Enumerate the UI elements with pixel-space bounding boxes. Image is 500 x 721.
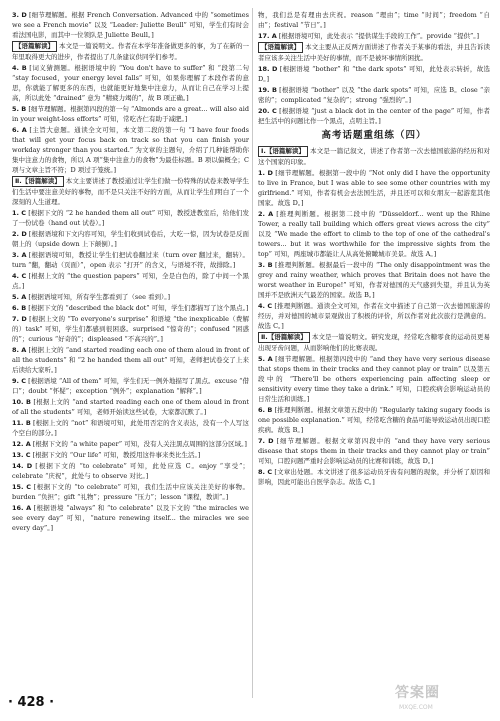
answer-text: [细节理解题。根据 French Conversation. Advanced 中的 “sometimes we see a French movie” 以及 “Leader: Juliette Beull” 可知，学生们有时会看法国电影，而其中一位领队是 Juliette Beull。] [12, 11, 249, 39]
answer-number: 13. C [12, 451, 31, 459]
answer-text: [主旨大意题。通读全文可知，本文第二段的第一句 “I have four foods that will get your focus back on track so that you can finish your workday stronger than you started.” 为文章的主题句，介绍了几种能帮助你集中注意力的食物，所以 A 项“集中注意力的食物”为最佳标题。B 项以偏概全；C 项与文章主旨不符；D 项过于笼统。] [12, 126, 249, 174]
passage-summary [258, 146, 490, 167]
answer-number: 10. B [12, 398, 31, 406]
answer-item [12, 418, 249, 438]
answer-item [12, 271, 249, 291]
answer-number: 4. C [12, 272, 27, 280]
answer-item [12, 461, 249, 481]
answer-text: [根据语境 “just a black dot in the center of the page” 可知，作者把生活中的问题比作一个黑点，点明主旨。] [258, 107, 490, 125]
answer-item [12, 397, 249, 417]
section-tag: Ⅰ.【语篇解读】 [258, 146, 308, 157]
section-tag: Ⅱ.【语篇解读】 [258, 332, 310, 343]
page-number: · 428 · [8, 695, 55, 710]
answer-item [12, 63, 249, 103]
passage-summary [258, 332, 490, 353]
answer-item [12, 482, 249, 502]
right-column-bottom [258, 146, 490, 487]
answer-item [12, 503, 249, 533]
answer-text: [根据下文的 “to celebrate” 可知，我们生活中应该关注美好的事物。burden “负担”；gift “礼物”；pressure “压力”；lesson “课程，教训”。] [12, 483, 249, 501]
answer-text: [根据语境可知，此处表示 “提供谋生手段的工作”。provide “提供”。] [278, 32, 480, 40]
answer-number: 18. D [258, 65, 278, 73]
answer-text: 本文主要从正反两方面讲述了作者关于某事的看法，并且告诉读者应该多关注生活中美好的事情，而不是被坏事情所困扰。 [258, 43, 490, 62]
answer-text: 本文是一篇记叙文，讲述了作者第一次去德国旅游的经历和对这个国家的印象。 [258, 147, 490, 166]
right-column [258, 10, 490, 488]
answer-item [258, 209, 490, 259]
answer-text: [根据下文的 “described the black dot” 可知，学生们都描写了这个黑点。] [28, 304, 249, 312]
answer-number: 3. B [258, 261, 273, 269]
answer-number: 5. A [12, 293, 27, 301]
answer-item [258, 31, 490, 41]
answer-item [258, 260, 490, 300]
answer-number: 4. B [12, 64, 27, 72]
answer-text: [根据上文的 “To everyone's surprise” 和语境 “the inexplicable（费解的）task” 可知，学生们都感到很困惑。surprised “惊奇的”；confused “困惑的”；curious “好奇的”；displeased “不高兴的”。] [12, 315, 249, 343]
answer-number: 2. A [258, 210, 274, 218]
left-column [12, 10, 249, 534]
passage-summary [258, 42, 490, 63]
answer-item [258, 10, 490, 30]
answer-text: [根据下文的 “to celebrate” 可知，此处应选 C。enjoy “享受”；celebrate “庆祝”，此处与 to observe 对比。] [12, 462, 249, 480]
answer-text: [推理判断题。根据最后一段中的 “The only disappointment was the grey and rainy weather, which proves that Britain does not have the worst weather in Europe!” 可知，作者对德国的天气感到失望，并且认为英国并不是欧洲天气最差的国家。故选 B。] [258, 261, 491, 299]
answer-number: 7. D [12, 315, 27, 323]
answer-text: [根据下文的 “a white paper” 可知，没有人关注黑点周围的这部分区域。] [32, 440, 247, 448]
set-title: 高考话题重组练（四） [321, 130, 427, 141]
answer-text: [细节理解题。根据第四段中的 “and they have very serious disease that stops them in their tracks and they cannot play or train” 以及第五段中的 “There'll be others experiencing pain affecting sleep or sensitivity every time they take a drink.” 可知，口腔疾病会影响运动员的日常生活和训练。] [258, 355, 490, 403]
answer-item [258, 301, 490, 331]
answer-item [258, 106, 490, 126]
answer-number: 8. C [258, 468, 273, 476]
answer-number: 11. B [12, 419, 31, 427]
answer-number: 7. D [258, 437, 274, 445]
answer-number: 6. B [258, 406, 273, 414]
answer-number: 8. A [12, 346, 27, 354]
section-tag: 【语篇解读】 [258, 42, 303, 53]
answer-text: [根据语境可知，教授让学生们把试卷翻过来（turn over 翻过来，翻转）。turn “翻，翻动（页面）”，open 表示 “打开” 的含义，与语境不符，故排除。] [12, 251, 249, 269]
answer-number: 17. A [258, 32, 277, 40]
watermark-text: 答案圈 [395, 685, 440, 701]
answer-number: 6. A [12, 126, 27, 134]
answer-item [258, 436, 490, 466]
answer-item [12, 250, 249, 270]
answer-text: [根据语境 “bother” 和 “the dark spots” 可知，此处表示转折，故选 D。] [258, 65, 490, 83]
answer-text: [细节理解题。根据第一段中的 “Not only did I have the opportunity to live in France, but I was able to see some other countries with my girlfriend.” 可知，作者有机会去法国生活，并且还可以和女朋友一起游览其他国家。故选 D。] [258, 169, 490, 207]
answer-number: 5. B [12, 105, 27, 113]
answer-text: [推理判断题。根据第二段中的 “Düsseldorf... went up the Rhine Tower, a really tall building which offers great views across the city” 以及 “We made the effort to climb to the top of one of the cathedral's towers... but it was worthwhile for the impressive sights from the top” 可知，两座城市都能让人从高处俯瞰城市美景。故选 A。] [258, 210, 490, 258]
answer-item [258, 354, 490, 404]
answer-text: [根据上文的 “and started reading each one of them aloud in front of all the students” 和 “2 he handed them all out” 可知，老师把试卷交了上来后读给大家听。] [12, 346, 249, 374]
answer-item [12, 104, 249, 124]
answer-text: 本文是一篇说明文。研究发现，经常吃含糖零食的运动员更易出现牙齿问题，从而影响他们的比赛表现。 [258, 333, 490, 352]
answer-item [258, 64, 490, 84]
answer-text: [词义猜测题。根据语境中的 “You don't have to suffer” 和 “段第二句 “stay focused，your energy level falls” 可知，如果你理解了本段作者的意思，你就能了解更多的东西，也就能更好地集中注意力，从而让自己在学习上提高，所以此处 “drained” 意为 “精疲力竭的”，故 B 项正确。] [12, 64, 249, 102]
answer-item [12, 450, 249, 460]
answer-text: [根据语境可知，所有学生都看到了（see 看到）。] [28, 293, 171, 301]
answer-number: 6. B [12, 304, 27, 312]
answer-number: 4. C [258, 302, 273, 310]
answer-text: [根据下文的 “2 he handed them all out” 可知，教授进教室后，给他们发了一份试卷（hand out 试卷）。] [12, 209, 249, 227]
answer-number: 1. C [12, 209, 27, 217]
answer-text: [根据上文的 “not” 和语境可知，此处用否定的含义表达，没有一个人写这个空白的部分。] [12, 419, 249, 437]
answer-number: 16. A [12, 504, 32, 512]
answer-item [12, 292, 249, 302]
answer-text: [文章出处题。本文讲述了很多运动员牙齿有问题的现象，并分析了原因和影响，因此可能出自医学杂志。故选 C。] [258, 468, 490, 486]
answer-item [12, 10, 249, 40]
answer-text: [推理判断题。根据文章第五段中的 “Regularly taking sugary foods is one possible explanation.” 可知，经常吃含糖的食品可能导致运动员出现口腔疾病。故选 B。] [258, 406, 490, 434]
section-tag: 【语篇解读】 [12, 41, 57, 52]
answer-number: 5. A [258, 355, 273, 363]
answer-text: 物，我们总是有理由去庆祝。reason “理由”；time “时间”；freedom “自由”；festival “节日”。] [258, 11, 490, 29]
answer-text: [根据上文的 “the question papers” 可知，全是白色的，除了中间一个黑点。] [12, 272, 249, 290]
answer-text: [根据上文的 “and started reading each one of them aloud in front of all the students” 可知，老师开始读这些试卷，大家都沉默了。] [12, 398, 249, 416]
answer-number: 2. D [12, 230, 27, 238]
answer-item [12, 376, 249, 396]
answer-text: [根据下文的 “Our life” 可知，教授用这件事来类比生活。] [32, 451, 201, 459]
watermark-logo [395, 680, 495, 720]
answer-number: 15. C [12, 483, 32, 491]
answer-item [12, 314, 249, 344]
answer-item [258, 405, 490, 435]
passage-summary [12, 41, 249, 62]
answer-text: [根据语境 “All of them” 可知，学生们无一例外地描写了黑点。excuse “借口”；doubt “怀疑”；exception “例外”；explanation “解释”。] [12, 377, 249, 395]
answer-text: [细节理解题。根据文章第四段中的 “and they have very serious disease that stops them in their tracks and they cannot play or train” 可知，口腔问题严重时会影响运动员的比赛和训练，故选 D。] [258, 437, 490, 465]
answer-item [12, 208, 249, 228]
answer-item [12, 125, 249, 175]
answer-item [12, 439, 249, 449]
right-column-top [258, 10, 490, 126]
answer-text: [推理判断题。通读全文可知，作者在文中描述了自己第一次去德国旅游的经历，并对德国的城市景观做出了积极的评价，所以作者对此次旅行是满意的。故选 C。] [258, 302, 490, 330]
answer-item [12, 345, 249, 375]
answer-item [258, 467, 490, 487]
answer-text: [细节理解题。根据第四段的第一句 “Almonds are a great... will also aid in your weight-loss efforts” 可知，常吃杏仁有助于减肥。] [12, 105, 249, 123]
answer-number: 3. A [12, 251, 27, 259]
answer-item [12, 229, 249, 249]
answer-number: 3. D [12, 11, 27, 19]
answer-number: 12. A [12, 440, 31, 448]
answer-item [12, 303, 249, 313]
column-divider [252, 8, 253, 698]
answer-number: 1. D [258, 169, 273, 177]
answer-number: 14. D [12, 462, 33, 470]
watermark-url: MXQE.COM [399, 704, 433, 711]
answer-text: [根据语境 “bother” 以及 “the dark spots” 可知，应选 B。close “亲密的”；complicated “复杂的”；strong “强烈的”。] [258, 86, 490, 104]
answer-number: 20. C [258, 107, 277, 115]
answer-text: 本文主要讲述了教授通过让学生们做一份特殊的试卷来教导学生们生活中要注意美好的事物，而不是只关注不好的方面，从而让学生们明白了一个深刻的人生道理。 [12, 177, 249, 206]
section-tag: Ⅱ.【语篇解读】 [12, 176, 64, 187]
answer-item [258, 85, 490, 105]
answer-text: [根据语境和下文内容可知，学生们收到试卷后，大吃一惊，因为试卷是反面朝上的（upside down 上下颠倒）。] [12, 230, 249, 248]
answer-item [258, 168, 490, 208]
answer-text: [根据语境 “always” 和 “to celebrate” 以及下文的 “the miracles we see every day” 可知，“nature renewing itself... the miracles we see every day”。] [12, 504, 249, 532]
answer-number: 19. B [258, 86, 277, 94]
answer-number: 9. C [12, 377, 27, 385]
passage-summary [12, 176, 249, 207]
answer-text: 本文是一篇说明文。作者在本学年准备做更多的事，为了在新的一年里取得更大的进步，作者提出了几条建议供同学们参考。 [12, 42, 249, 61]
